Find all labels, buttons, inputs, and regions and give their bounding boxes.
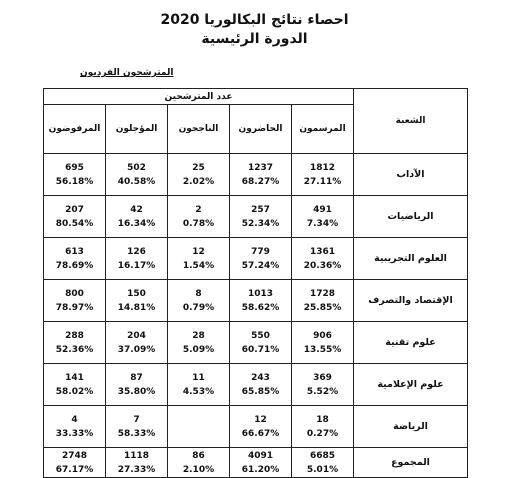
table-cell: [168, 448, 230, 478]
table-cell: [230, 448, 292, 478]
cell-count: 4091: [247, 450, 274, 461]
col-header: المرفوضون: [44, 105, 106, 154]
col-header: الحاضرون: [230, 105, 292, 154]
cell-count: 12: [254, 414, 267, 425]
cell-count: 550: [251, 330, 270, 341]
page-title: احصاء نتائج البكالوريا 2020: [160, 12, 349, 28]
table-cell: [230, 196, 292, 238]
cell-percent: 35.80%: [117, 386, 156, 397]
table-cell: [44, 364, 106, 406]
table-row: [44, 196, 468, 238]
table-cell: [230, 364, 292, 406]
table-cell: [106, 154, 168, 196]
table-cell: [292, 154, 354, 196]
cell-percent: 65.85%: [241, 386, 280, 397]
cell-count: 1118: [123, 450, 150, 461]
table-cell: [292, 322, 354, 364]
cell-count: 126: [127, 246, 146, 257]
table-row: [44, 280, 468, 322]
cell-percent: 57.24%: [241, 260, 280, 271]
cell-percent: 67.17%: [55, 464, 94, 475]
cell-percent: 16.17%: [117, 260, 156, 271]
cell-percent: 68.27%: [241, 176, 280, 187]
header-group: عدد المترشحين: [44, 89, 354, 105]
cell-percent: 33.33%: [55, 428, 94, 439]
cell-percent: 0.78%: [182, 218, 215, 229]
table-cell: [230, 322, 292, 364]
cell-count: 1237: [247, 162, 274, 173]
table-cell: [230, 238, 292, 280]
cell-count: 613: [65, 246, 84, 257]
cell-count: 906: [313, 330, 332, 341]
cell-percent: 52.36%: [55, 344, 94, 355]
cell-percent: 0.27%: [306, 428, 339, 439]
cell-count: 491: [313, 204, 332, 215]
cell-percent: 2.02%: [182, 176, 215, 187]
cell-count: 288: [65, 330, 84, 341]
results-table: [43, 88, 468, 478]
cell-count: 86: [192, 450, 205, 461]
table-cell: [44, 448, 106, 478]
cell-percent: 1.54%: [182, 260, 215, 271]
table-cell: [106, 196, 168, 238]
row-category: المجموع: [354, 448, 468, 478]
cell-percent: 27.11%: [303, 176, 342, 187]
cell-count: 369: [313, 372, 332, 383]
table-cell: [44, 196, 106, 238]
cell-count: 257: [251, 204, 270, 215]
cell-percent: 78.97%: [55, 302, 94, 313]
cell-percent: 27.33%: [117, 464, 156, 475]
cell-count: 2748: [61, 450, 88, 461]
cell-count: 243: [251, 372, 270, 383]
cell-count: 800: [65, 288, 84, 299]
table-row: [44, 322, 468, 364]
row-category: العلوم التجريبية: [354, 238, 468, 280]
cell-percent: 52.34%: [241, 218, 280, 229]
header-category: الشعبة: [354, 89, 468, 154]
cell-percent: 0.79%: [182, 302, 215, 313]
cell-count: 150: [127, 288, 146, 299]
cell-percent: 16.34%: [117, 218, 156, 229]
cell-count: 502: [127, 162, 146, 173]
table-cell: [44, 154, 106, 196]
cell-percent: 80.54%: [55, 218, 94, 229]
cell-count: 42: [130, 204, 143, 215]
cell-count: 25: [192, 162, 205, 173]
cell-count: 1013: [247, 288, 274, 299]
table-cell: [168, 322, 230, 364]
row-category: الرياضة: [354, 406, 468, 448]
cell-percent: 66.67%: [241, 428, 280, 439]
cell-percent: 7.34%: [306, 218, 339, 229]
table-cell: [168, 364, 230, 406]
table-cell: [106, 406, 168, 448]
cell-count: 18: [316, 414, 329, 425]
cell-count: 779: [251, 246, 270, 257]
cell-count: 1812: [309, 162, 336, 173]
cell-percent: 20.36%: [303, 260, 342, 271]
table-cell: [44, 322, 106, 364]
row-category: علوم تقنية: [354, 322, 468, 364]
table-cell: [230, 154, 292, 196]
cell-count: 695: [65, 162, 84, 173]
cell-percent: 13.55%: [303, 344, 342, 355]
page-subtitle: الدورة الرئيسية: [201, 31, 308, 47]
cell-count: 141: [65, 372, 84, 383]
table-cell: [44, 406, 106, 448]
cell-count: 207: [65, 204, 84, 215]
table-cell: [106, 280, 168, 322]
table-cell: [168, 196, 230, 238]
table-cell: [168, 154, 230, 196]
col-header: المرسمون: [292, 105, 354, 154]
cell-count: 28: [192, 330, 205, 341]
table-cell: [230, 406, 292, 448]
cell-count: 4: [71, 414, 78, 425]
cell-percent: 56.18%: [55, 176, 94, 187]
table-cell: [292, 280, 354, 322]
table-cell: [106, 448, 168, 478]
table-cell: [106, 238, 168, 280]
table-cell: [44, 238, 106, 280]
table-cell: [230, 280, 292, 322]
table-cell: [168, 406, 230, 448]
table-cell: [292, 406, 354, 448]
row-category: الإقتصاد والتصرف: [354, 280, 468, 322]
row-category: الرياضيات: [354, 196, 468, 238]
cell-percent: 2.10%: [182, 464, 215, 475]
cell-count: 87: [130, 372, 143, 383]
cell-percent: 4.53%: [182, 386, 215, 397]
cell-count: 1361: [309, 246, 336, 257]
cell-count: 1728: [309, 288, 336, 299]
section-label: المترشحون الفرديون: [80, 68, 174, 78]
table-cell: [292, 448, 354, 478]
cell-count: 204: [127, 330, 146, 341]
table-row: [44, 154, 468, 196]
cell-count: 8: [195, 288, 202, 299]
cell-percent: 14.81%: [117, 302, 156, 313]
table-cell: [168, 238, 230, 280]
cell-percent: 58.02%: [55, 386, 94, 397]
table-cell: [106, 322, 168, 364]
cell-count: 6685: [309, 450, 336, 461]
table-cell: [292, 196, 354, 238]
cell-percent: 5.52%: [306, 386, 339, 397]
table-cell: [106, 364, 168, 406]
cell-count: 7: [133, 414, 140, 425]
row-category: علوم الإعلامية: [354, 364, 468, 406]
cell-percent: 61.20%: [241, 464, 280, 475]
col-header: المؤجلون: [106, 105, 168, 154]
cell-percent: 37.09%: [117, 344, 156, 355]
cell-percent: 40.58%: [117, 176, 156, 187]
cell-count: 12: [192, 246, 205, 257]
table-cell: [292, 238, 354, 280]
table-cell: [44, 280, 106, 322]
table-cell: [168, 280, 230, 322]
cell-count: 11: [192, 372, 205, 383]
cell-count: 2: [195, 204, 202, 215]
cell-percent: 25.85%: [303, 302, 342, 313]
row-category: الآداب: [354, 154, 468, 196]
table-cell: [292, 364, 354, 406]
cell-percent: 58.62%: [241, 302, 280, 313]
cell-percent: 5.01%: [306, 464, 339, 475]
table-row: [44, 238, 468, 280]
table-row: [44, 364, 468, 406]
table-row: [44, 406, 468, 448]
cell-percent: 78.69%: [55, 260, 94, 271]
table-row: [44, 448, 468, 478]
cell-percent: 60.71%: [241, 344, 280, 355]
col-header: الناجحون: [168, 105, 230, 154]
cell-percent: 58.33%: [117, 428, 156, 439]
cell-percent: 5.09%: [182, 344, 215, 355]
